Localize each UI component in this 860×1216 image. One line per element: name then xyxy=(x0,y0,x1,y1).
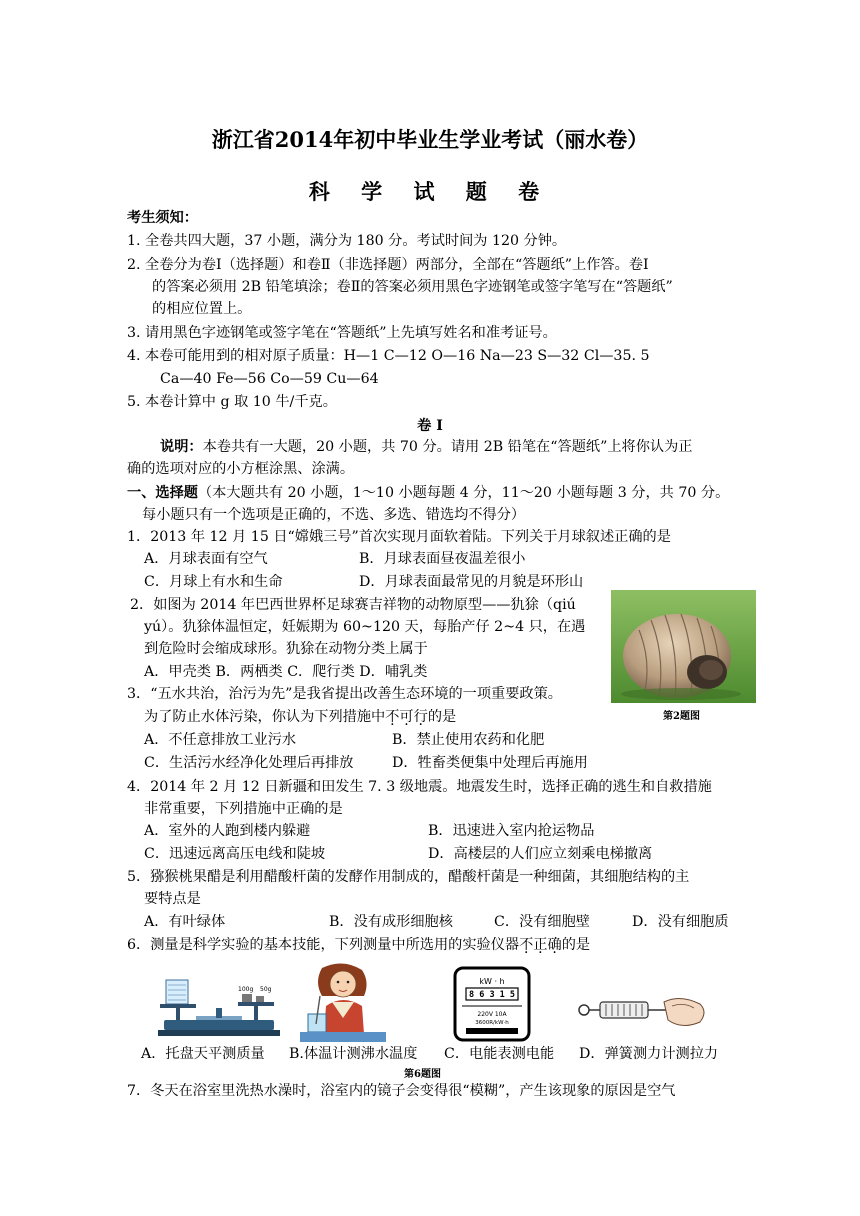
balance-weight-label-1: 100g xyxy=(238,986,254,993)
emphasis-char: 可 xyxy=(399,709,414,725)
section-label: 一、选择题 xyxy=(127,485,198,501)
q1-option-a: A．月球表面有空气 xyxy=(144,551,268,567)
part1-note xyxy=(160,437,692,457)
q4-option-a: A．室外的人跑到楼内躲避 xyxy=(144,823,311,839)
notice-item-2: 2. 全卷分为卷Ⅰ（选择题）和卷Ⅱ（非选择题）两部分，全部在“答题纸”上作答。卷Ⅰ xyxy=(127,257,649,273)
emphasis-char: 行 xyxy=(413,709,428,725)
q6-option-a: A．托盘天平测质量 xyxy=(141,1046,265,1062)
q2-options: A．甲壳类 B．两栖类 C．爬行类 D．哺乳类 xyxy=(144,664,428,680)
q4-stem-1: 4．2014 年 2 月 12 日新疆和田发生 7. 3 级地震。地震发生时，选择正确的逃生和自救措施 xyxy=(127,779,712,795)
q1-option-b: B．月球表面昼夜温差很小 xyxy=(359,551,526,567)
q5-option-a: A．有叶绿体 xyxy=(144,914,226,930)
q4-option-b: B．迅速进入室内抢运物品 xyxy=(428,823,595,839)
balance-weight-label-2: 50g xyxy=(260,986,272,993)
balance-scale-illustration xyxy=(156,972,281,1040)
q6-option-d: D．弹簧测力计测拉力 xyxy=(579,1046,719,1062)
q6-figure-caption: 第6题图 xyxy=(404,1069,441,1080)
notice-item-3: 3. 请用黑色字迹钢笔或签字笔在“答题纸”上先填写姓名和准考证号。 xyxy=(127,325,557,341)
emphasis-char: 不 xyxy=(385,709,400,725)
q3-stem-1: 3．“五水共治，治污为先”是我省提出改善生态环境的一项重要政策。 xyxy=(127,686,562,702)
q4-option-d: D．高楼层的人们应立刻乘电梯撤离 xyxy=(428,846,653,862)
notice-item-5: 5. 本卷计算中 g 取 10 牛/千克。 xyxy=(127,394,337,410)
q2-stem-2: yú）。犰狳体温恒定，妊娠期为 60~120 天，每胎产仔 2~4 只，在遇 xyxy=(144,619,586,635)
emphasis-char: 确 xyxy=(547,937,562,953)
notice-item-2-cont2: 的相应位置上。 xyxy=(152,301,252,317)
q3-option-d: D．牲畜类便集中处理后再施用 xyxy=(392,755,588,771)
q2-stem-3: 到危险时会缩成球形。犰狳在动物分类上属于 xyxy=(144,641,428,657)
q3-option-b: B．禁止使用农药和化肥 xyxy=(392,732,545,748)
q3-option-a: A．不任意排放工业污水 xyxy=(144,732,297,748)
meter-unit-label: kW · h xyxy=(479,977,505,986)
q5-stem-1: 5．猕猴桃果醋是利用醋酸杆菌的发酵作用制成的，醋酸杆菌是一种细菌，其细胞结构的主 xyxy=(127,869,690,885)
q2-figure-caption: 第2题图 xyxy=(663,711,700,722)
meter-spec: 220V 10A xyxy=(477,1011,507,1018)
section-intro xyxy=(127,483,729,503)
notice-item-1: 1. 全卷共四大题，37 小题，满分为 180 分。考试时间为 120 分钟。 xyxy=(127,233,567,249)
q2-stem-1: 2．如图为 2014 年巴西世界杯足球赛吉祥物的动物原型——犰狳（qiú xyxy=(130,597,576,613)
notice-heading: 考生须知： xyxy=(127,210,198,226)
q1-option-d: D．月球表面最常见的月貌是环形山 xyxy=(359,574,584,590)
q3-option-c: C．生活污水经净化处理后再排放 xyxy=(144,755,354,771)
spring-scale-illustration xyxy=(576,990,712,1036)
q6-option-c: C．电能表测电能 xyxy=(444,1046,555,1062)
notice-item-4-cont: Ca—40 Fe—56 Co—59 Cu—64 xyxy=(160,371,379,387)
electric-meter-illustration xyxy=(452,966,532,1044)
q3-stem-2 xyxy=(144,707,456,727)
q3-stem-2-tail: 的是 xyxy=(427,709,457,725)
q5-option-b: B．没有成形细胞核 xyxy=(329,914,453,930)
q4-stem-2: 非常重要，下列措施中正确的是 xyxy=(144,801,343,817)
q5-option-d: D．没有细胞质 xyxy=(632,914,729,930)
section-intro-cont: 每小题只有一个选项是正确的，不选、多选、错选均不得分） xyxy=(142,507,526,523)
q3-stem-2-text: 为了防止水体污染，你认为下列措施中 xyxy=(144,709,386,725)
q1-option-c: C．月球上有水和生命 xyxy=(144,574,283,590)
q1-stem: 1．2013 年 12 月 15 日“嫦娥三号”首次实现月面软着陆。下列关于月球叙述正确的是 xyxy=(127,529,671,545)
page-title: 浙江省2014年初中毕业生学业考试（丽水卷） xyxy=(211,127,649,152)
q6-stem-tail: 的是 xyxy=(561,937,591,953)
meter-rate: 3600R/kW·h xyxy=(475,1020,509,1026)
q7-stem-1: 7．冬天在浴室里洗热水澡时，浴室内的镜子会变得很“模糊”，产生该现象的原因是空气 xyxy=(127,1083,676,1099)
q5-stem-2: 要特点是 xyxy=(144,891,201,907)
girl-thermometer-illustration xyxy=(300,962,386,1042)
part1-note-label: 说明： xyxy=(160,439,203,455)
emphasis-char: 正 xyxy=(533,937,548,953)
q5-option-c: C．没有细胞壁 xyxy=(494,914,590,930)
q6-stem xyxy=(127,935,590,955)
notice-item-2-cont: 的答案必须用 2B 铅笔填涂；卷Ⅱ的答案必须用黑色字迹钢笔或签字笔写在“答题纸” xyxy=(152,279,673,295)
q6-stem-text: 6．测量是科学实验的基本技能，下列测量中所选用的实验仪器 xyxy=(127,937,520,953)
page-subtitle: 科 学 试 题 卷 xyxy=(308,179,552,204)
q6-option-b: B.体温计测沸水温度 xyxy=(289,1046,418,1062)
meter-reading: 8 6 3 1 5 xyxy=(468,990,516,1000)
part1-heading: 卷 Ⅰ xyxy=(417,418,443,434)
part1-note-text: 本卷共有一大题，20 小题，共 70 分。请用 2B 铅笔在“答题纸”上将你认为正 xyxy=(202,439,693,455)
part1-note-cont: 确的选项对应的小方框涂黑、涂满。 xyxy=(127,461,355,477)
q4-option-c: C．迅速远离高压电线和陡坡 xyxy=(144,846,326,862)
notice-item-4: 4. 本卷可能用到的相对原子质量：H—1 C—12 O—16 Na—23 S—32 Cl—35. 5 xyxy=(127,348,650,364)
emphasis-char: 不 xyxy=(519,937,534,953)
section-text: （本大题共有 20 小题，1～10 小题每题 4 分，11～20 小题每题 3 分，共 70 分。 xyxy=(197,485,730,501)
armadillo-photo xyxy=(611,590,756,703)
